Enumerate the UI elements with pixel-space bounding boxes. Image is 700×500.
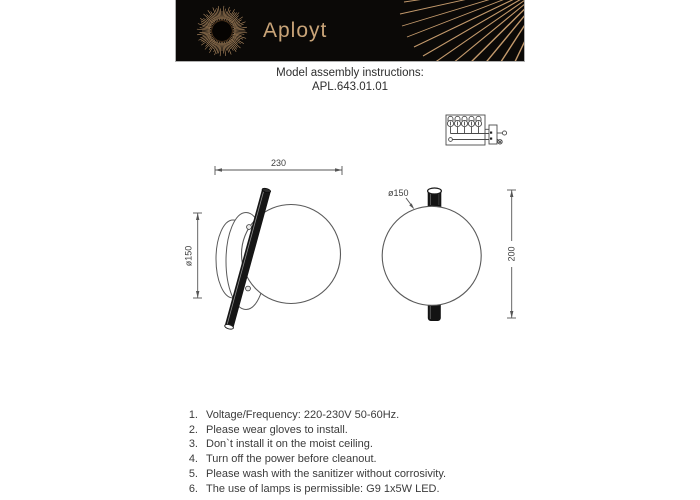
header-text bbox=[0, 66, 700, 94]
dimension-canopy-d150: ø150 bbox=[183, 245, 194, 267]
list-item: 1. Voltage/Frequency: 220-230V 50-60Hz. bbox=[188, 409, 400, 421]
dimension-globe-d150: ø150 bbox=[388, 188, 409, 198]
instruction-list bbox=[184, 408, 524, 496]
list-item: 6. The use of lamps is permissible: G9 1x5W LED. bbox=[188, 482, 440, 495]
technical-drawing bbox=[170, 100, 540, 365]
model-code: APL.643.01.01 bbox=[311, 81, 389, 93]
list-item: 5. Please wash with the sanitizer without corrosivity. bbox=[188, 467, 447, 480]
corner-rays-icon bbox=[175, 0, 524, 62]
dimension-height-200: 200 bbox=[506, 246, 517, 262]
list-item: 3. Don`t install it on the moist ceiling. bbox=[188, 438, 373, 451]
dimension-width-230: 230 bbox=[270, 158, 287, 168]
assembly-instructions-label: Model assembly instructions: bbox=[276, 67, 424, 79]
list-item: 4. Turn off the power before cleanout. bbox=[188, 453, 377, 466]
front-view-drawing bbox=[382, 188, 517, 321]
brand-logo-text: Aployt bbox=[263, 19, 328, 42]
side-view-drawing bbox=[184, 158, 343, 330]
terminal-block-diagram bbox=[446, 115, 507, 145]
globe-front bbox=[382, 206, 481, 305]
list-item: 2. Please wear gloves to install. bbox=[188, 423, 348, 436]
brand-banner bbox=[175, 0, 525, 62]
